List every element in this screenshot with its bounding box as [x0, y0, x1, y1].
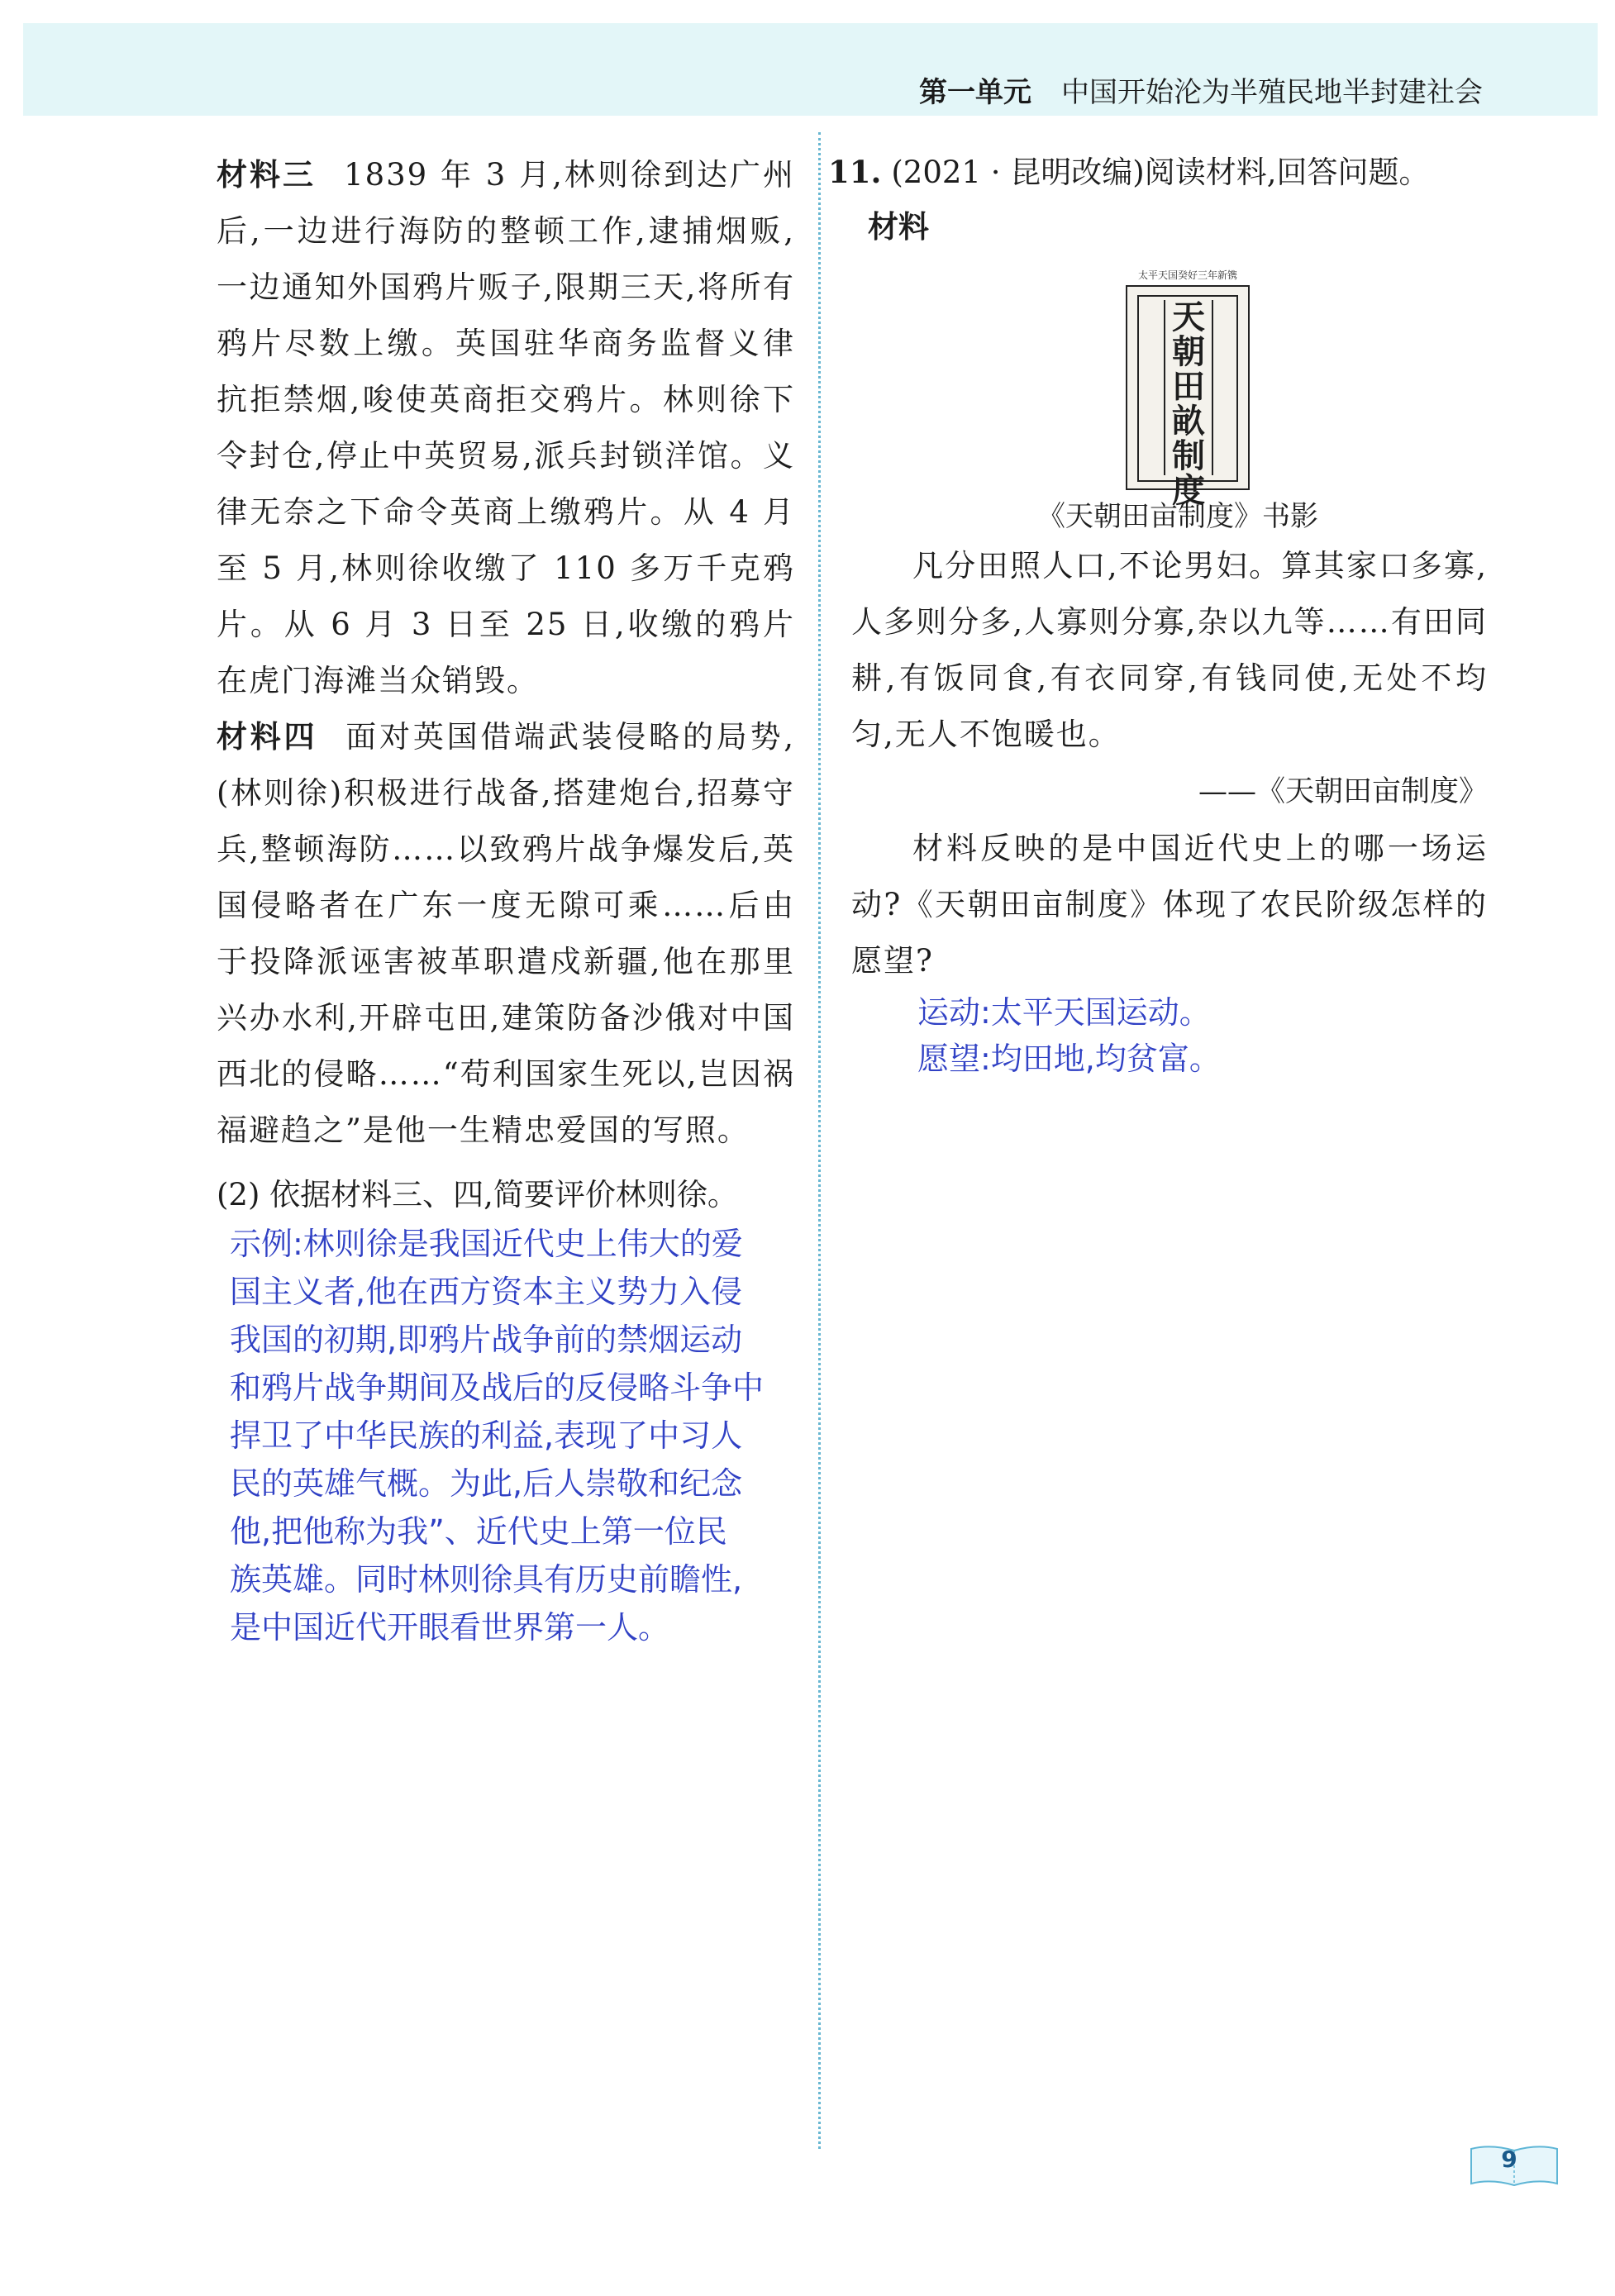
answer-line: 是中国近代开眼看世界第一人。: [230, 1609, 670, 1646]
material-three-text: 1839 年 3 月,林则徐到达广州后,一边进行海防的整顿工作,逮捕烟贩,一边通知外国鸦片贩子,限期三天,将所有鸦片尽数上缴。英国驻华商务监督义律抗拒禁烟,唆使英商拒交鸦片。林则徐下令封仓,停止中英贸易,派兵封锁洋馆。义律无奈之下命令英商上缴鸦片。从 4 月至 5 月,林则徐收缴了 110 多万千克鸦片。从 6 月 3 日至 25 日,收缴的鸦片在虎门海滩当众销毁。: [217, 157, 796, 698]
question-11: [828, 147, 1488, 198]
material-title: 材料: [868, 209, 929, 245]
book-cover-top-text: 太平天国癸好三年新镌: [1137, 269, 1237, 281]
right-column: [828, 147, 1488, 1082]
answer-line: 捍卫了中华民族的利益,表现了中习人: [230, 1417, 743, 1454]
answer-line: 运动:太平天国运动。: [917, 994, 1211, 1031]
page-number-badge: [1468, 2142, 1562, 2192]
image-caption: 《天朝田亩制度》书影: [1037, 500, 1318, 533]
unit-title: 中国开始沦为半殖民地半封建社会: [1061, 76, 1483, 109]
book-cover-title: 天朝田畝制度: [1164, 300, 1213, 475]
handwritten-answer-11: [851, 989, 1488, 1082]
book-cover-frame: [1126, 285, 1250, 510]
answer-line: 示例:林则徐是我国近代史上伟大的爱: [230, 1226, 743, 1262]
question-text: 材料反映的是中国近代史上的哪一场运动?《天朝田亩制度》体现了农民阶级怎样的愿望?: [851, 831, 1488, 979]
answer-line: 和鸦片战争期间及战后的反侵略斗争中: [230, 1370, 765, 1406]
question-number: 11.: [828, 154, 882, 190]
handwritten-answer: [217, 1220, 795, 1651]
answer-line: 愿望:均田地,均贫富。: [917, 1041, 1221, 1077]
answer-line: 他,把他称为我”、近代史上第一位民: [230, 1513, 727, 1550]
unit-label: 第一单元: [919, 76, 1031, 109]
column-divider: [818, 132, 821, 2149]
material-four-text: 面对英国借端武装侵略的局势,(林则徐)积极进行战备,搭建炮台,招募守兵,整顿海防……以致鸦片战争爆发后,英国侵略者在广东一度无隙可乘……后由于投降派诬害被革职遣戍新疆,他在那里兴办水利,开辟屯田,建策防备沙俄对中国西北的侵略……“苟利国家生死以,岂因祸福避趋之”是他一生精忠爱国的写照。: [217, 719, 795, 1148]
material-source: ——《天朝田亩制度》: [1198, 775, 1488, 808]
material-three-label: 材料三: [217, 157, 317, 193]
book-cover-image: [1126, 267, 1250, 510]
page-number: 9: [1501, 2146, 1517, 2173]
question-intro: (2021 · 昆明改编)阅读材料,回答问题。: [891, 155, 1430, 190]
material-text: 凡分田照人口,不论男妇。算其家口多寡,人多则分多,人寡则分寡,杂以九等……有田同耕,有饭同食,有衣同穿,有钱同使,无处不均匀,无人不饱暖也。: [851, 548, 1488, 752]
left-column: [217, 147, 795, 1651]
running-header: [919, 69, 1483, 110]
answer-line: 我国的初期,即鸦片战争前的禁烟运动: [230, 1322, 743, 1358]
answer-line: 族英雄。同时林则徐具有历史前瞻性,: [230, 1561, 743, 1598]
answer-line: 国主义者,他在西方资本主义势力入侵: [230, 1274, 743, 1310]
question-2: (2) 依据材料三、四,简要评价林则徐。: [217, 1177, 738, 1212]
material-four-label: 材料四: [217, 719, 318, 755]
material-four: [217, 709, 795, 1159]
material-three: [217, 147, 795, 709]
book-cover-inner-border: [1137, 295, 1238, 510]
answer-line: 民的英雄气概。为此,后人崇敬和纪念: [230, 1465, 743, 1502]
